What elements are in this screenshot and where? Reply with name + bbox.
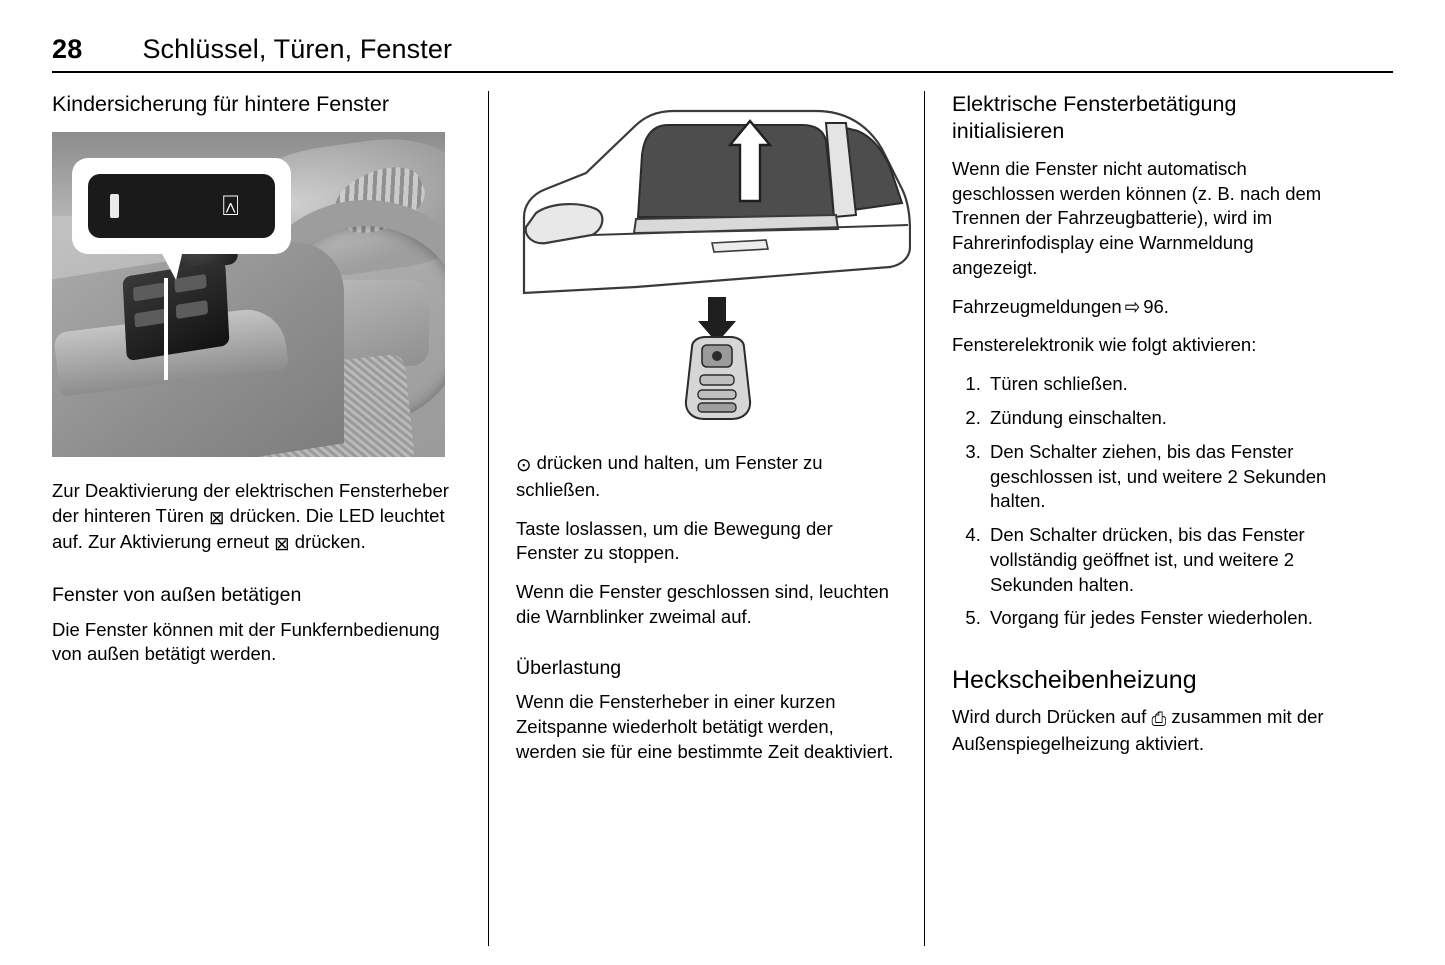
cross-reference[interactable] xyxy=(952,292,1344,320)
list-item: 3. Den Schalter ziehen, bis das Fenster geschlossen ist, und weitere 2 Sekunden halten. xyxy=(986,440,1344,514)
door-panel-photo xyxy=(52,132,445,457)
cross-reference-page: 96. xyxy=(1143,295,1169,317)
cross-reference-arrow-icon: ⇨ xyxy=(1124,292,1141,320)
rear-window-child-lock-icon: ⊠ xyxy=(209,506,225,528)
chapter-title: Schlüssel, Türen, Fenster xyxy=(142,34,453,64)
left-paragraph-1-text-b: drücken. Die LED leuchtet auf. Zur Aktivierung erneut xyxy=(52,504,445,553)
rear-window-heating-heading: Heckscheibenheizung xyxy=(952,666,1197,695)
initialisation-steps xyxy=(952,372,1344,631)
rear-window-child-lock-icon: ⍓ xyxy=(222,189,239,221)
middle-subheading: Überlastung xyxy=(516,656,622,679)
list-item: 4. Den Schalter drücken, bis das Fenster vollständig geöffnet ist, und weitere 2 Sekunden halten. xyxy=(986,523,1344,597)
right-paragraph-3 xyxy=(952,705,1344,757)
right-column xyxy=(924,91,1344,946)
window-switch-front-left xyxy=(133,282,165,301)
rear-window-child-lock-icon-2: ⊠ xyxy=(274,533,290,555)
middle-paragraph-2: Taste loslassen, um die Bewegung der Fenster zu stoppen. xyxy=(516,517,833,564)
key-fob-icon xyxy=(668,297,766,423)
list-item: 2. Zündung einschalten. xyxy=(986,406,1344,431)
callout-pointer xyxy=(160,250,183,280)
window-close-with-remote-illustration xyxy=(516,97,911,427)
cross-reference-label: Fahrzeugmeldungen xyxy=(952,295,1122,317)
page-columns xyxy=(52,91,1393,946)
window-switch-rear-right xyxy=(176,300,208,319)
middle-column xyxy=(488,91,896,946)
right-paragraph-1: Wenn die Fenster nicht automatisch geschlossen werden können (z. B. nach dem Trennen der Fahrzeugbatterie), wird im Fahrerinfodisplay eine Warnmeldung angezeigt. xyxy=(952,157,1322,278)
rear-defrost-icon: ⎙ xyxy=(1151,708,1167,730)
left-column xyxy=(52,91,460,946)
window-switch-rear-left xyxy=(134,308,166,327)
page-number: 28 xyxy=(52,34,83,64)
right-paragraph-2: Fensterelektronik wie folgt aktivieren: xyxy=(952,334,1257,356)
car-window-drawing xyxy=(516,97,911,295)
page-header xyxy=(52,34,1393,73)
right-paragraph-3-text-a: Wird durch Drücken auf xyxy=(952,706,1152,728)
left-subheading: Fenster von außen betätigen xyxy=(52,584,302,607)
middle-paragraph-1 xyxy=(516,451,896,503)
left-paragraph-1 xyxy=(52,479,460,557)
left-section-heading: Kindersicherung für hintere Fenster xyxy=(52,92,390,116)
middle-paragraph-1-text: drücken und halten, um Fenster zu schließen. xyxy=(516,452,823,500)
child-lock-switch xyxy=(88,174,275,238)
list-item: 5. Vorgang für jedes Fenster wiederholen. xyxy=(986,606,1344,631)
right-paragraph-3-text-b: zusammen mit der Außenspiegelheizung aktiviert. xyxy=(952,706,1324,755)
middle-paragraph-4: Wenn die Fensterheber in einer kurzen Zeitspanne wiederholt betätigt werden, werden sie für eine bestimmte Zeit deaktiviert. xyxy=(516,691,894,762)
list-item: 1. Türen schließen. xyxy=(986,372,1344,397)
led-indicator xyxy=(110,194,119,218)
left-paragraph-1-text-c: drücken. xyxy=(289,531,366,553)
left-paragraph-1-text-a: Zur Deaktivierung der elektrischen Fensterheber der hinteren Türen xyxy=(52,479,449,526)
child-lock-callout xyxy=(74,160,289,252)
callout-stem-line xyxy=(164,278,168,380)
lock-button-icon: ⊙ xyxy=(516,454,532,475)
left-paragraph-2: Die Fenster können mit der Funkfernbedienung von außen betätigt werden. xyxy=(52,618,440,665)
right-section-heading: Elektrische Fensterbetätigung initialisieren xyxy=(952,92,1237,143)
middle-paragraph-3: Wenn die Fenster geschlossen sind, leuchten die Warnblinker zweimal auf. xyxy=(516,581,889,627)
